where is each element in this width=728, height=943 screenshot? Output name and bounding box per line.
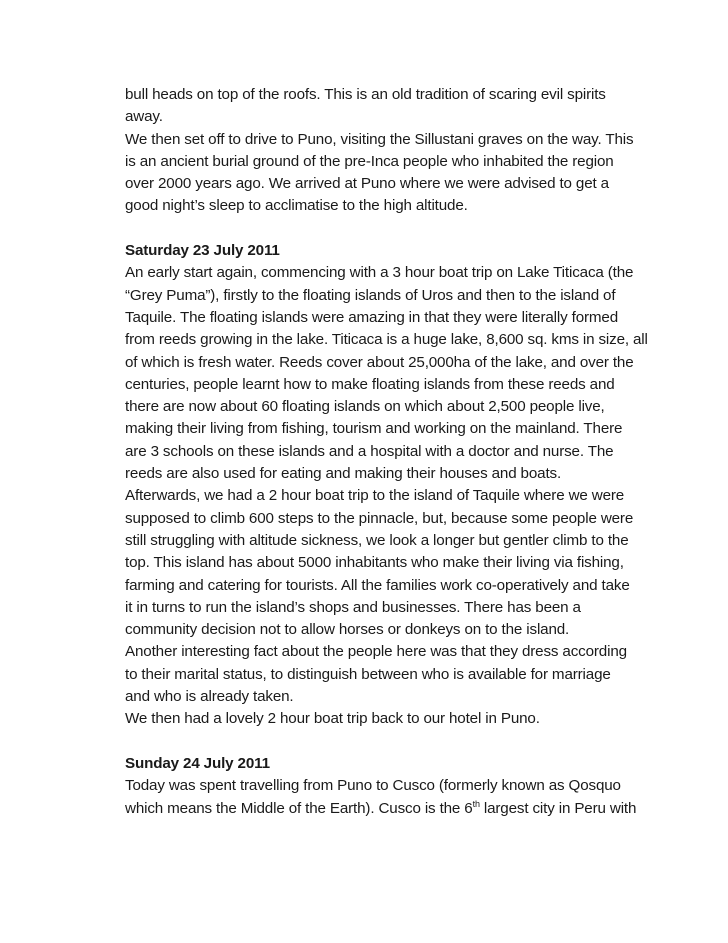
text-line: making their living from fishing, tourism and working on the mainland. There — [125, 420, 623, 438]
text-line: is an ancient burial ground of the pre-Inca people who inhabited the region — [125, 152, 614, 170]
text-line: Afterwards, we had a 2 hour boat trip to the island of Taquile where we were — [125, 487, 625, 505]
text-line: to their marital status, to distinguish between who is available for marriage — [125, 665, 611, 683]
paragraph-spacer — [125, 218, 670, 240]
paragraph-sunday — [125, 775, 670, 820]
text-line: centuries, people learnt how to make floating islands from these reeds and — [125, 375, 615, 393]
paragraph-saturday — [125, 262, 670, 730]
text-line: there are now about 60 floating islands on which about 2,500 people live, — [125, 398, 605, 416]
text-line: community decision not to allow horses or donkeys on to the island. — [125, 621, 570, 639]
text-line: We then set off to drive to Puno, visiting the Sillustani graves on the way. This — [125, 130, 634, 148]
text-fragment: which means the Middle of the Earth). Cusco is the 6 — [125, 799, 473, 817]
document-page — [125, 84, 670, 820]
text-line: “Grey Puma”), firstly to the floating islands of Uros and then to the island of — [125, 286, 616, 304]
text-line: good night’s sleep to acclimatise to the high altitude. — [125, 197, 468, 215]
text-line: top. This island has about 5000 inhabitants who make their living via fishing, — [125, 554, 624, 572]
text-line: of which is fresh water. Reeds cover about 25,000ha of the lake, and over the — [125, 353, 634, 371]
ordinal-superscript: th — [472, 798, 480, 809]
text-fragment: largest city in Peru with — [479, 799, 637, 817]
section-heading-saturday: Saturday 23 July 2011 — [125, 242, 280, 260]
text-line-with-superscript — [125, 798, 670, 820]
text-line: it in turns to run the island’s shops and businesses. There has been a — [125, 598, 581, 616]
text-line: Taquile. The floating islands were amazing in that they were literally formed — [125, 308, 618, 326]
text-line: farming and catering for tourists. All the families work co-operatively and take — [125, 576, 630, 594]
paragraph-spacer — [125, 731, 670, 753]
text-line: and who is already taken. — [125, 688, 294, 706]
text-line: reeds are also used for eating and making their houses and boats. — [125, 465, 562, 483]
paragraph-intro — [125, 84, 670, 218]
text-line: Today was spent travelling from Puno to Cusco (formerly known as Qosquo — [125, 777, 621, 795]
section-heading-sunday: Sunday 24 July 2011 — [125, 754, 270, 772]
text-line: from reeds growing in the lake. Titicaca is a huge lake, 8,600 sq. kms in size, all — [125, 331, 648, 349]
text-line: An early start again, commencing with a 3 hour boat trip on Lake Titicaca (the — [125, 264, 634, 282]
text-line: supposed to climb 600 steps to the pinnacle, but, because some people were — [125, 509, 634, 527]
text-line: We then had a lovely 2 hour boat trip back to our hotel in Puno. — [125, 710, 540, 728]
text-line: are 3 schools on these islands and a hospital with a doctor and nurse. The — [125, 442, 614, 460]
text-line: still struggling with altitude sickness, we look a longer but gentler climb to the — [125, 531, 629, 549]
text-line: Another interesting fact about the people here was that they dress according — [125, 643, 627, 661]
text-line: away. — [125, 108, 163, 126]
text-line: bull heads on top of the roofs. This is an old tradition of scaring evil spirits — [125, 86, 606, 103]
text-line: over 2000 years ago. We arrived at Puno where we were advised to get a — [125, 175, 609, 193]
